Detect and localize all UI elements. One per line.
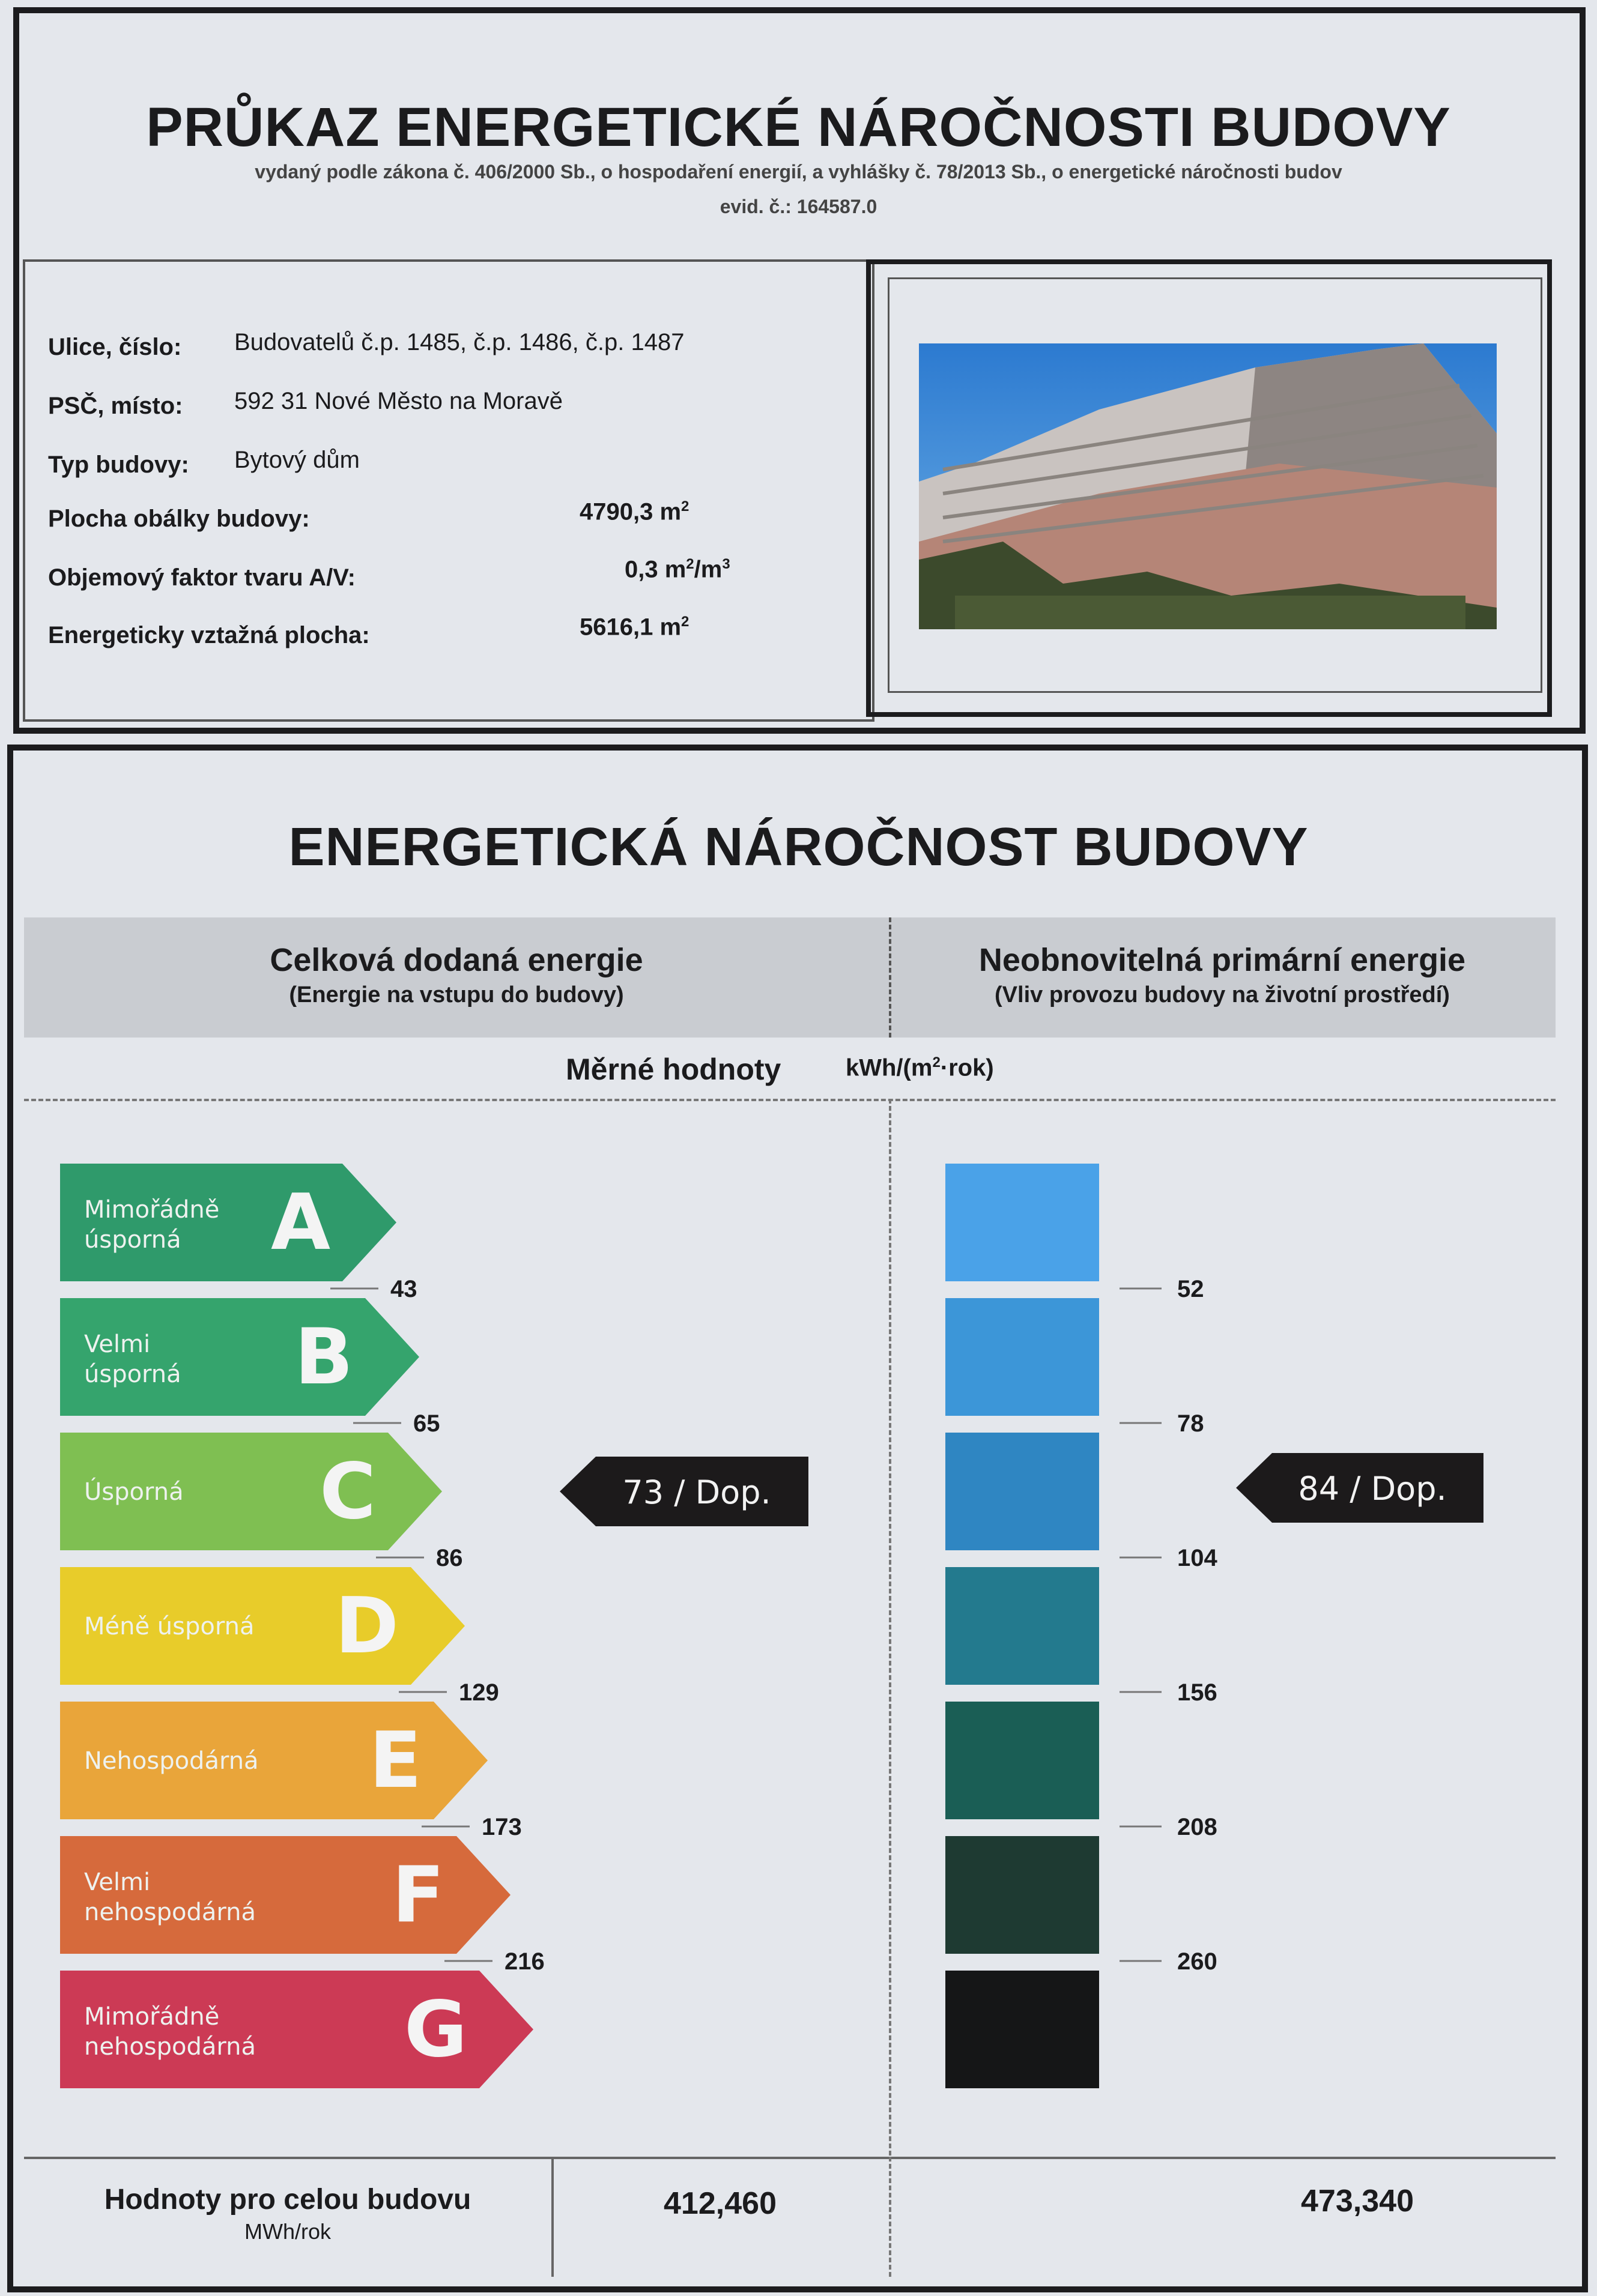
svg-text:78: 78 (1177, 1410, 1204, 1437)
type-label: Typ budovy: (48, 452, 189, 478)
svg-text:129: 129 (459, 1679, 499, 1706)
column-divider (889, 1099, 891, 2156)
right-column-subheader: (Vliv provozu budovy na životní prostředí) (995, 982, 1450, 1008)
primary-energy-band-7 (945, 1971, 1099, 2088)
delivered-energy-scale (60, 1159, 841, 2095)
city-label: PSČ, místo: (48, 393, 183, 419)
totals-left-value: 412,460 (664, 2186, 777, 2221)
totals-unit: MWh/rok (244, 2219, 331, 2244)
svg-text:173: 173 (482, 1814, 522, 1840)
svg-text:84 / Dop.: 84 / Dop. (1298, 1470, 1447, 1508)
class-arrow-d (60, 1567, 465, 1685)
class-label-g-1: Mimořádně (84, 2003, 220, 2031)
primary-energy-band-5 (945, 1702, 1099, 1819)
class-label-b-1: Velmi (84, 1331, 151, 1358)
city-value: 592 31 Nové Město na Moravě (234, 388, 563, 414)
totals-right-value: 473,340 (1301, 2184, 1414, 2219)
class-letter-e: E (369, 1716, 422, 1805)
street-label: Ulice, číslo: (48, 334, 182, 360)
certificate-subtitle: vydaný podle zákona č. 406/2000 Sb., o hospodaření energií, a vyhlášky č. 78/2013 Sb., o energetické náročnosti budov (255, 161, 1342, 183)
class-letter-c: C (320, 1447, 376, 1536)
left-column-header: Celková dodaná energie (270, 942, 643, 978)
svg-text:208: 208 (1177, 1814, 1217, 1840)
svg-text:73 / Dop.: 73 / Dop. (622, 1473, 771, 1511)
type-value: Bytový dům (234, 447, 360, 473)
class-label-e-1: Nehospodárná (84, 1747, 259, 1775)
right-threshold-52 (1120, 1276, 1204, 1302)
factor-value: 0,3 $m^2/m^3$ (625, 556, 730, 583)
class-arrow-f (60, 1836, 511, 1954)
svg-text:52: 52 (1177, 1276, 1204, 1302)
right-threshold-104 (1120, 1545, 1217, 1571)
class-label-f-2: nehospodárná (84, 1899, 256, 1926)
svg-text:260: 260 (1177, 1948, 1217, 1975)
street-value: Budovatelů č.p. 1485, č.p. 1486, č.p. 1487 (234, 329, 685, 355)
specific-values-label: Měrné hodnoty (566, 1053, 781, 1086)
specific-values-unit: kWh/$(m^2\cdot rok)$ (846, 1054, 994, 1081)
class-arrow-a (60, 1164, 396, 1281)
svg-text:156: 156 (1177, 1679, 1217, 1706)
totals-sep-2 (889, 2157, 891, 2277)
svg-text:86: 86 (436, 1545, 463, 1571)
class-letter-a: A (270, 1178, 330, 1267)
area-label: Energeticky vztažná plocha: (48, 622, 370, 648)
right-threshold-260 (1120, 1948, 1217, 1975)
area-value: 5616,1 $m^2$ (580, 614, 689, 641)
svg-text:65: 65 (413, 1410, 440, 1437)
primary-energy-scale (925, 1159, 1574, 2095)
class-label-d-1: Méně úsporná (84, 1613, 255, 1640)
envelope-value: 4790,3 $m^2$ (580, 498, 689, 525)
right-threshold-156 (1120, 1679, 1217, 1706)
left-column-subheader: (Energie na vstupu do budovy) (289, 982, 624, 1008)
class-arrow-e (60, 1702, 488, 1819)
rating-section-title: ENERGETICKÁ NÁROČNOST BUDOVY (288, 817, 1309, 877)
class-letter-f: F (392, 1850, 444, 1940)
certificate-title: PRŮKAZ ENERGETICKÉ NÁROČNOSTI BUDOVY (146, 97, 1451, 158)
class-label-c-1: Úsporná (84, 1478, 184, 1506)
primary-energy-band-3 (945, 1433, 1099, 1550)
certificate-evid: evid. č.: 164587.0 (720, 196, 877, 217)
class-arrow-c (60, 1433, 442, 1550)
factor-label: Objemový faktor tvaru A/V: (48, 564, 356, 591)
delivered-energy-badge (560, 1457, 808, 1526)
class-label-a-1: Mimořádně (84, 1196, 220, 1224)
right-column-header: Neobnovitelná primární energie (978, 942, 1466, 978)
specific-values-divider (24, 1099, 1556, 1101)
svg-text:43: 43 (390, 1276, 417, 1302)
class-label-b-2: úsporná (84, 1361, 181, 1388)
class-letter-d: D (335, 1582, 399, 1671)
primary-energy-badge (1236, 1453, 1483, 1523)
class-label-a-2: úsporná (84, 1226, 181, 1254)
primary-energy-band-6 (945, 1836, 1099, 1954)
class-label-f-1: Velmi (84, 1869, 151, 1896)
primary-energy-band-2 (945, 1298, 1099, 1416)
totals-divider (24, 2157, 1556, 2159)
right-threshold-78 (1120, 1410, 1204, 1437)
class-arrow-g (60, 1971, 533, 2088)
primary-energy-band-1 (945, 1164, 1099, 1281)
class-label-g-2: nehospodárná (84, 2033, 256, 2061)
building-photo (919, 343, 1497, 629)
class-letter-b: B (294, 1313, 353, 1402)
svg-text:104: 104 (1177, 1545, 1217, 1571)
primary-energy-band-4 (945, 1567, 1099, 1685)
class-arrow-b (60, 1298, 419, 1416)
totals-label: Hodnoty pro celou budovu (104, 2184, 471, 2216)
class-letter-g: G (404, 1985, 467, 2074)
right-threshold-208 (1120, 1814, 1217, 1840)
svg-text:216: 216 (505, 1948, 545, 1975)
envelope-label: Plocha obálky budovy: (48, 506, 310, 532)
